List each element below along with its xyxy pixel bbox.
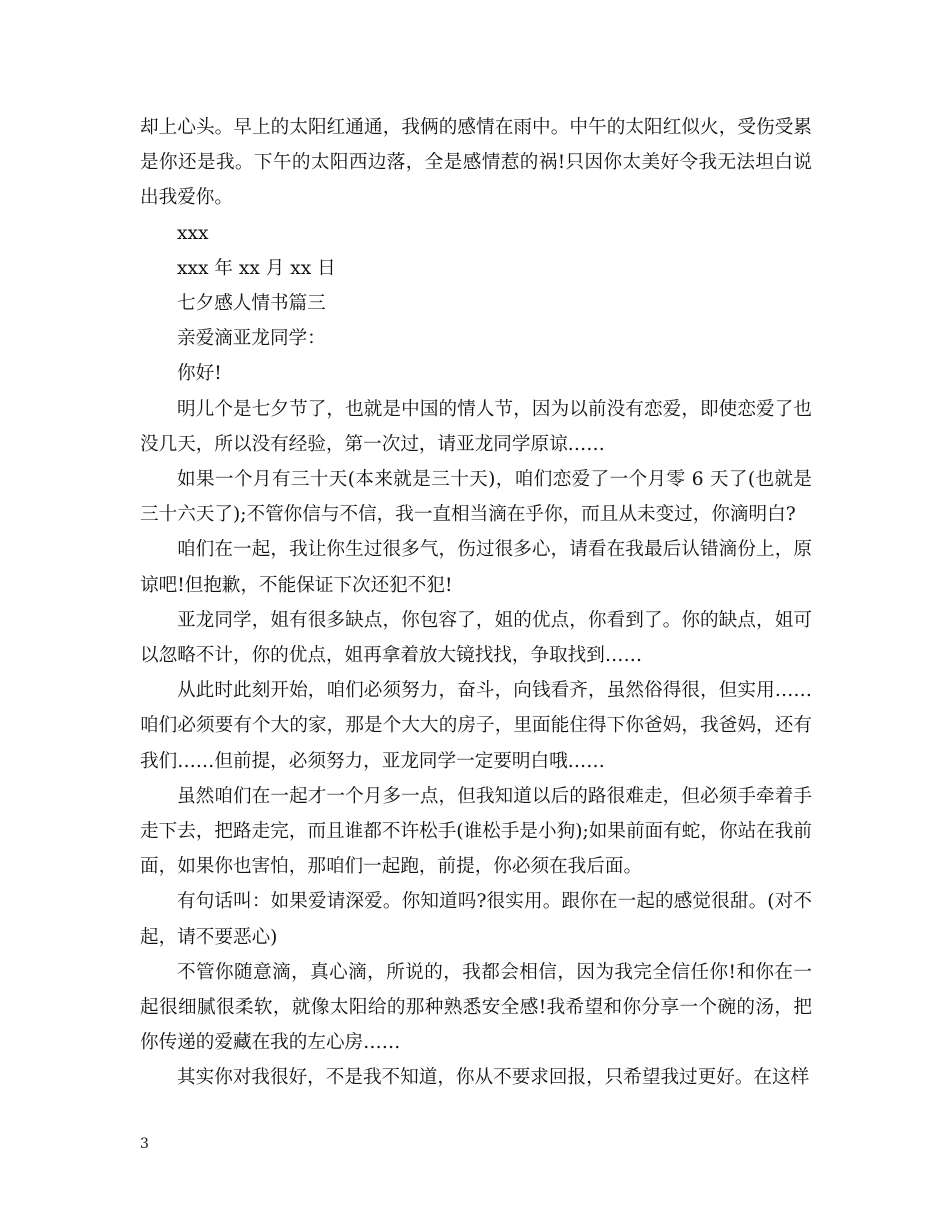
paragraph-14: 不管你随意滴，真心滴，所说的，我都会相信，因为我完全信任你!和你在一起很细腻很柔软，就像太阳给的那种熟悉安全感!我希望和你分享一个碗的汤，把你传递的爱藏在我的左心房…… [140, 961, 812, 1054]
greeting: 你好! [177, 363, 222, 385]
section-heading: 七夕感人情书篇三 [177, 293, 326, 315]
paragraph-13: 有句话叫：如果爱请深爱。你知道吗?很实用。跟你在一起的感觉很甜。(对不起，请不要恶心) [140, 891, 812, 948]
signature-name: xxx [177, 222, 209, 244]
page-number: 3 [140, 1136, 149, 1152]
paragraph-9: 咱们在一起，我让你生过很多气，伤过很多心，请看在我最后认错滴份上，原谅吧!但抱歉，不能保证下次还犯不犯! [140, 539, 812, 596]
paragraph-12: 虽然咱们在一起才一个月多一点，但我知道以后的路很难走，但必须手牵着手走下去，把路走完，而且谁都不许松手(谁松手是小狗);如果前面有蛇，你站在我前面，如果你也害怕，那咱们一起跑，前提，你必须在我后面。 [140, 785, 812, 878]
paragraph-7: 明儿个是七夕节了，也就是中国的情人节，因为以前没有恋爱，即使恋爱了也没几天，所以没有经验，第一次过，请亚龙同学原谅…… [140, 398, 812, 455]
salutation: 亲爱滴亚龙同学： [177, 328, 326, 350]
document-body [140, 110, 812, 1096]
paragraph-8: 如果一个月有三十天(本来就是三十天)，咱们恋爱了一个月零 6 天了(也就是三十六天了);不管你信与不信，我一直相当滴在乎你，而且从未变过，你滴明白? [140, 469, 812, 526]
paragraph-11: 从此时此刻开始，咱们必须努力，奋斗，向钱看齐，虽然俗得很，但实用……咱们必须要有个大的家，那是个大大的房子，里面能住得下你爸妈，我爸妈，还有我们……但前提，必须努力，亚龙同学一定要明白哦…… [140, 680, 812, 772]
signature-date: xxx 年 xx 月 xx 日 [177, 257, 336, 279]
paragraph-15: 其实你对我很好，不是我不知道，你从不要求回报，只希望我过更好。在这样 [177, 1067, 810, 1089]
paragraph-10: 亚龙同学，姐有很多缺点，你包容了，姐的优点，你看到了。你的缺点，姐可以忽略不计，你的优点，姐再拿着放大镜找找，争取找到…… [140, 609, 812, 667]
paragraph-1: 却上心头。早上的太阳红通通，我俩的感情在雨中。中午的太阳红似火，受伤受累是你还是我。下午的太阳西边落，全是感情惹的祸!只因你太美好令我无法坦白说出我爱你。 [140, 117, 812, 209]
